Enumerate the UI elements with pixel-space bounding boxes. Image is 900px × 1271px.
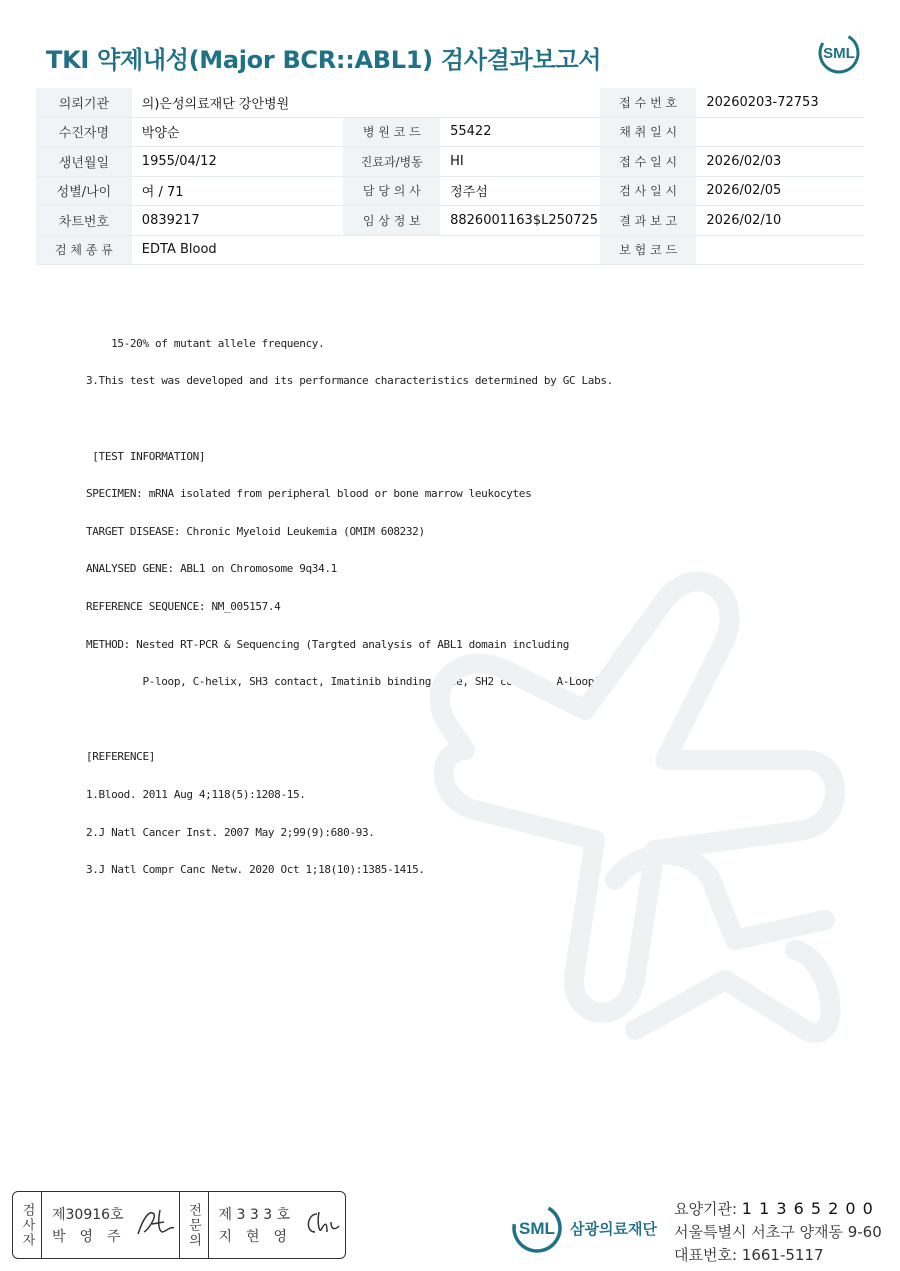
specialist-signature-mark	[301, 1208, 343, 1238]
info-value: 박양순	[132, 117, 344, 147]
info-label: 임 상 정 보	[343, 206, 440, 236]
specialist-label	[180, 1192, 209, 1258]
info-label: 검 사 일 시	[600, 176, 696, 206]
watermark-cross-icon	[405, 560, 850, 1080]
info-label: 결 과 보 고	[600, 206, 696, 236]
info-value: 2026/02/03	[696, 147, 864, 177]
info-label: 접 수 번 호	[600, 88, 696, 117]
sml-logo	[816, 30, 862, 76]
info-label: 생년월일	[36, 147, 132, 177]
specialist-name: 지현영	[218, 1229, 302, 1245]
report-line: P-loop, C-helix, SH3 contact, Imatinib binding site, SH2 contact, A-Loop)	[86, 675, 601, 689]
footer-address: 서울특별시 서초구 양재동 9-60	[674, 1223, 882, 1241]
patient-info-table	[36, 88, 864, 265]
report-line: 3.This test was developed and its performance characteristics determined by GC Labs.	[86, 374, 613, 388]
specialist-label-text: 전문의	[186, 1202, 201, 1248]
examiner-name: 박영주	[52, 1229, 135, 1245]
info-row	[36, 176, 864, 206]
info-value: 여 / 71	[132, 176, 344, 206]
info-value: 2026/02/05	[696, 176, 864, 206]
examiner-label	[13, 1192, 42, 1258]
info-label: 성별/나이	[36, 176, 132, 206]
examiner-signature-mark	[134, 1206, 178, 1240]
report-line: SPECIMEN: mRNA isolated from peripheral blood or bone marrow leukocytes	[86, 487, 532, 501]
report-line	[86, 410, 613, 429]
report-line: 15-20% of mutant allele frequency.	[86, 336, 325, 350]
info-label: 의뢰기관	[36, 88, 132, 117]
examiner-license-no: 제30916호	[52, 1207, 124, 1223]
specialist-block	[209, 1192, 346, 1258]
report-line: 2.J Natl Cancer Inst. 2007 May 2;99(9):680-93.	[86, 825, 375, 839]
info-label: 담 당 의 사	[343, 176, 440, 206]
info-row	[36, 235, 864, 265]
info-value: 0839217	[132, 206, 344, 236]
footer-sml-logo	[510, 1200, 564, 1256]
examiner-label-text: 검사자	[19, 1202, 35, 1248]
info-value	[696, 235, 864, 265]
info-value	[696, 117, 864, 147]
info-value: 8826001163$L250725	[440, 206, 600, 236]
svg-text:SML: SML	[823, 45, 855, 62]
report-line: REFERENCE SEQUENCE: NM_005157.4	[86, 599, 281, 613]
info-label: 보 험 코 드	[600, 235, 696, 265]
report-line: METHOD: Nested RT-PCR & Sequencing (Targted analysis of ABL1 domain including	[86, 637, 569, 651]
info-value: 55422	[440, 117, 600, 147]
info-label: 채 취 일 시	[600, 117, 696, 147]
report-line: 3.J Natl Compr Canc Netw. 2020 Oct 1;18(10):1385-1415.	[86, 863, 425, 877]
info-label: 진료과/병동	[343, 147, 440, 177]
info-value: HI	[440, 147, 600, 177]
info-row	[36, 117, 864, 147]
info-row	[36, 206, 864, 236]
info-value: 20260203-72753	[696, 88, 864, 117]
info-row	[36, 147, 864, 177]
info-value: EDTA Blood	[132, 235, 600, 265]
info-value: 1955/04/12	[132, 147, 344, 177]
report-line: [TEST INFORMATION]	[86, 449, 206, 463]
info-label: 차트번호	[36, 206, 132, 236]
info-value: 2026/02/10	[696, 206, 864, 236]
specialist-license-no: 제 3 3 3 호	[218, 1207, 291, 1223]
info-value: 정주섬	[440, 176, 600, 206]
footer-phone-label: 대표번호:	[674, 1246, 742, 1264]
info-label: 병 원 코 드	[343, 117, 440, 147]
report-line: 1.Blood. 2011 Aug 4;118(5):1208-15.	[86, 787, 306, 801]
footer-phone-value: 1661-5117	[741, 1246, 824, 1264]
examiner-block	[42, 1192, 180, 1258]
footer-org-name: 삼광의료재단	[570, 1220, 657, 1238]
footer-info	[674, 1197, 882, 1267]
footer-code-label: 요양기관:	[674, 1200, 742, 1218]
report-line: TARGET DISEASE: Chronic Myeloid Leukemia (OMIM 608232)	[86, 524, 425, 538]
svg-text:SML: SML	[519, 1219, 555, 1238]
info-row	[36, 88, 864, 117]
info-label: 접 수 일 시	[600, 147, 696, 177]
footer-code-value: 1 1 3 6 5 2 0 0	[741, 1199, 874, 1218]
info-value: 의)은성의료재단 강안병원	[132, 88, 600, 117]
report-line: ANALYSED GENE: ABL1 on Chromosome 9q34.1	[86, 562, 337, 576]
signature-box	[12, 1191, 346, 1259]
info-label: 수진자명	[36, 117, 132, 147]
report-title: TKI 약제내성(Major BCR::ABL1) 검사결과보고서	[46, 46, 602, 74]
info-label: 검 체 종 류	[36, 235, 132, 265]
report-line: [REFERENCE]	[86, 750, 155, 764]
